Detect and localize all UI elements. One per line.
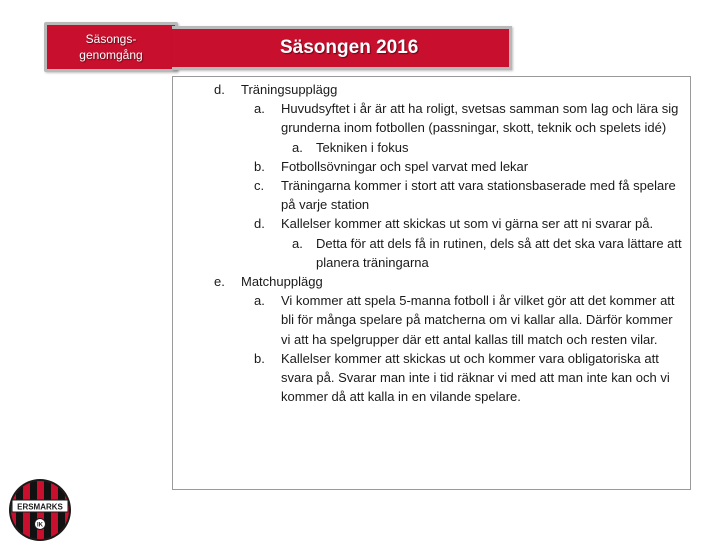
list-marker: c.	[254, 178, 265, 194]
list-text: Träningarna kommer i stort att vara stationsbaserade med få spelare på varje station	[281, 178, 676, 213]
list-marker: b.	[254, 350, 265, 366]
list-item	[254, 291, 684, 349]
list-text: Träningsupplägg	[241, 82, 338, 97]
list-text: Kallelser kommer att skickas ut och kommer vara obligatoriska att svara på. Svarar man inte i tid räknar vi med att man inte kan och vi kommer då att kalla in en vilande spelare.	[281, 350, 670, 405]
list-marker: a.	[292, 139, 303, 155]
logo-text: ERSMARKS	[17, 502, 63, 512]
list-text: Fotbollsövningar och spel varvat med lekar	[281, 158, 529, 174]
list-text: Detta för att dels få in rutinen, dels så att det ska vara lättare att planera träningarna	[316, 235, 682, 270]
list-item	[254, 157, 684, 176]
list-item	[254, 349, 684, 407]
list-item	[214, 272, 684, 291]
list-marker: b.	[254, 158, 265, 174]
list-marker: e.	[214, 274, 225, 290]
list-text: Tekniken i fokus	[316, 139, 409, 155]
list-marker: a.	[254, 101, 265, 117]
slide-title: Säsongen 2016	[280, 37, 419, 58]
list-item	[292, 138, 684, 157]
section-label-line1: Säsongs-	[85, 32, 137, 46]
list-marker: a.	[292, 235, 303, 251]
list-item	[254, 176, 684, 214]
content-list	[214, 80, 684, 406]
logo-emblem-text: IK	[37, 522, 43, 529]
list-item	[254, 214, 684, 233]
section-label-line2: genomgång	[79, 48, 143, 62]
list-text: Kallelser kommer att skickas ut som vi gärna ser att ni svarar på.	[281, 216, 654, 232]
list-marker: d.	[214, 82, 225, 97]
slide-title-banner	[172, 26, 512, 70]
list-item	[214, 80, 684, 99]
list-item	[254, 99, 684, 137]
club-logo	[8, 478, 72, 542]
list-marker: a.	[254, 293, 265, 309]
list-marker: d.	[254, 216, 265, 232]
section-tab	[44, 22, 178, 72]
list-text: Vi kommer att spela 5-manna fotboll i år vilket gör att det kommer att bli för många spelare på matcherna om vi kallar alla. Därför kommer vi att ha spelgrupper där ett antal kallas till match och resten vilar.	[281, 293, 675, 347]
list-item	[292, 234, 684, 272]
list-text: Matchupplägg	[241, 274, 323, 290]
section-label	[47, 25, 175, 69]
list-text: Huvudsyftet i år är att ha roligt, svetsas samman som lag och lära sig grunderna inom fotbollen (passningar, skott, teknik och spelets idé)	[281, 101, 679, 136]
